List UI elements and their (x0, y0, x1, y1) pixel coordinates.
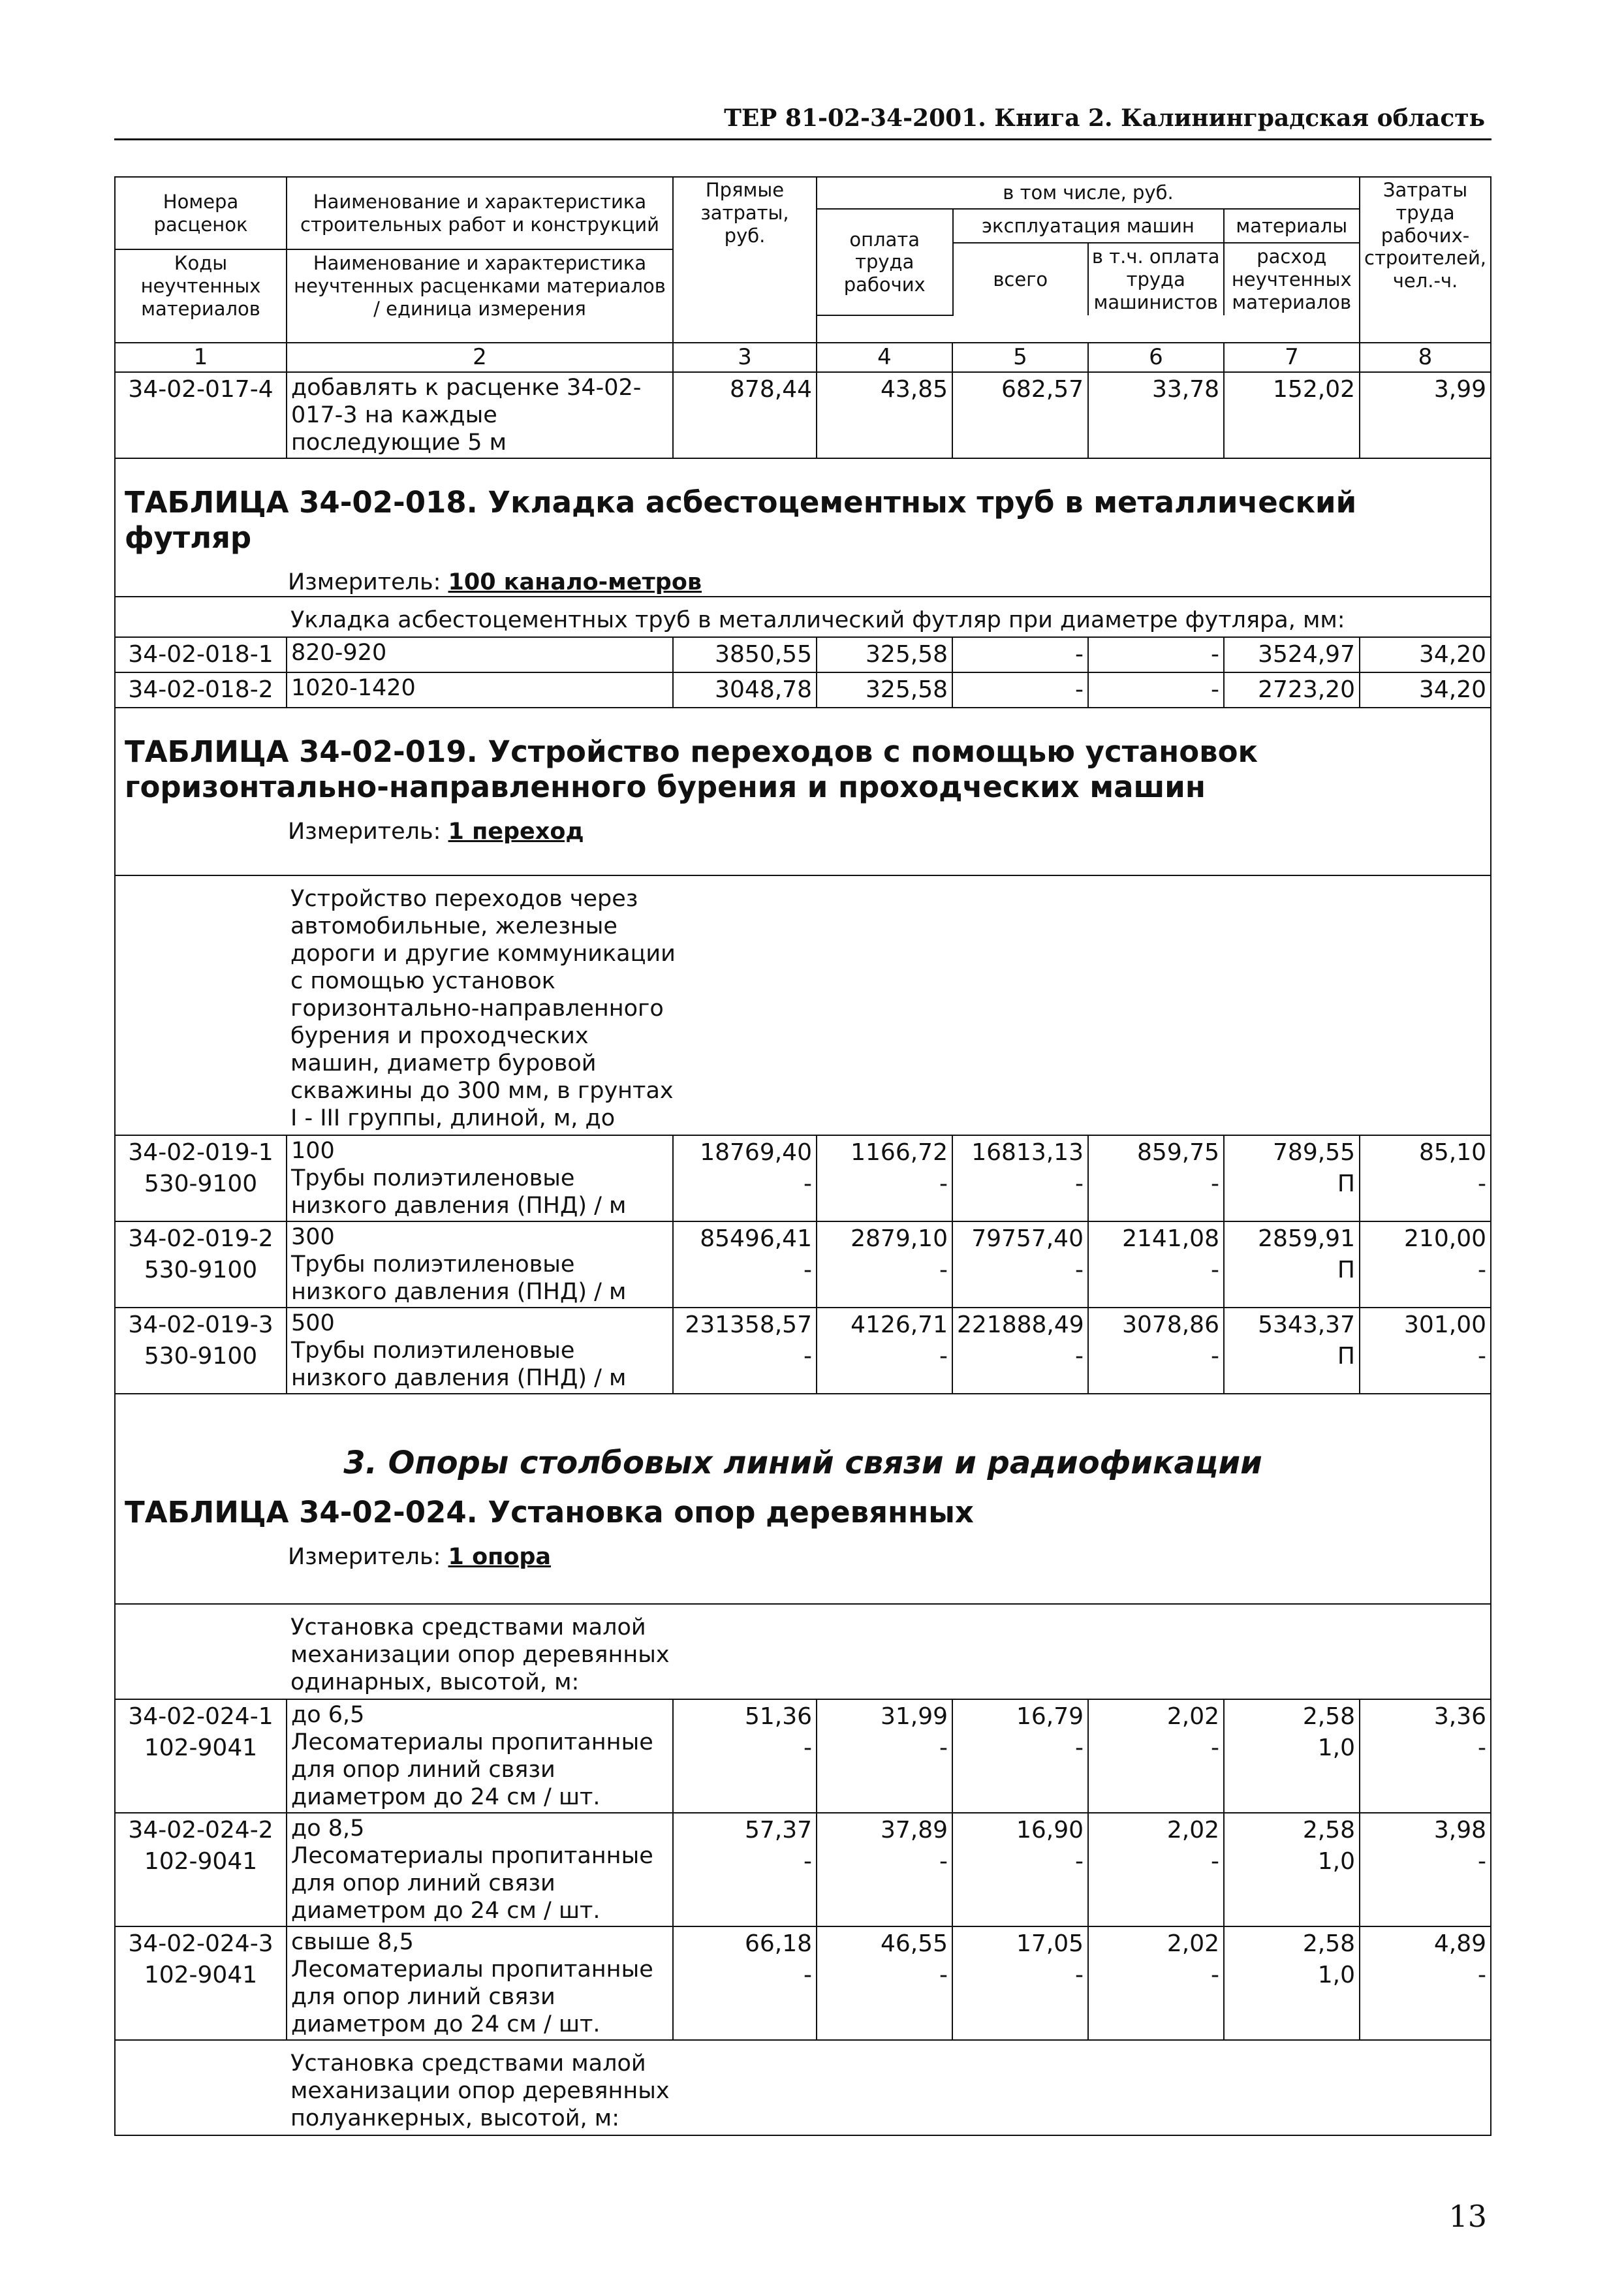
col-machines-total: всего (953, 243, 1089, 315)
material-name: Трубы полиэтиленовые низкого давления (ПНД) / м (291, 1251, 627, 1305)
machines-total: 682,57 (952, 372, 1088, 458)
rate-name: 820-920 (287, 637, 673, 672)
machines-total: 16,79 - (952, 1699, 1088, 1813)
material-name: Трубы полиэтиленовые низкого давления (ПНД) / м (291, 1165, 627, 1219)
rate-code: 34-02-024-2 102-9041 (115, 1813, 287, 1926)
labor-wage: 2879,10 - (817, 1221, 952, 1308)
labor-hours: 3,99 (1360, 372, 1491, 458)
machinists-wage: 2,02 - (1088, 1926, 1224, 2040)
table-row (115, 1699, 1491, 1813)
materials-cost: 789,55 П (1224, 1135, 1360, 1221)
table-019-intro-row (115, 875, 1491, 1135)
table-024-intro2: Установка средствами малой механизации опор деревянных полуанкерных, высотой, м: (287, 2040, 1491, 2135)
materials-cost: 2,58 1,0 (1224, 1699, 1360, 1813)
table-024-intro-row (115, 1604, 1491, 1699)
materials-cost: 2859,91 П (1224, 1221, 1360, 1308)
table-018-title: ТАБЛИЦА 34-02-018. Укладка асбестоцементных труб в металлический футляр (125, 484, 1357, 555)
table-018-intro-row (115, 597, 1491, 637)
material-code: 530-9100 (144, 1256, 258, 1283)
rate-code: 34-02-018-1 (115, 637, 287, 672)
col-number: 5 (952, 343, 1088, 372)
direct-cost: 3850,55 (673, 637, 817, 672)
labor-hours: 301,00 - (1360, 1308, 1491, 1394)
labor-wage: 43,85 (817, 372, 952, 458)
labor-wage: 4126,71 - (817, 1308, 952, 1394)
labor-hours: 3,36 - (1360, 1699, 1491, 1813)
rate-name: 1020-1420 (287, 672, 673, 708)
table-019-measure (288, 819, 1481, 845)
machinists-wage: 859,75 - (1088, 1135, 1224, 1221)
table-024-title: ТАБЛИЦА 34-02-024. Установка опор деревянных (125, 1495, 974, 1530)
col-code-top: Номера расценок (116, 178, 286, 249)
rate-name: свыше 8,5 Лесоматериалы пропитанные для опор линий связи диаметром до 24 см / шт. (287, 1926, 673, 2040)
measure-label: Измеритель: (288, 1544, 441, 1571)
rate-code: 34-02-019-3 530-9100 (115, 1308, 287, 1394)
section-title: 3. Опоры столбовых линий связи и радиофикации (343, 1444, 1262, 1481)
col-direct-costs: Прямые затраты, руб. (673, 177, 817, 343)
table-row (115, 1813, 1491, 1926)
table-024-measure (288, 1545, 1481, 1571)
machines-total: - (952, 637, 1088, 672)
col-name-header (287, 177, 673, 343)
header-title: ТЕР 81-02-34-2001. Книга 2. Калининградская область (724, 104, 1485, 132)
direct-cost: 3048,78 (673, 672, 817, 708)
direct-cost: 18769,40 - (673, 1135, 817, 1221)
measure-value: 100 канало-метров (448, 569, 702, 595)
direct-cost: 878,44 (673, 372, 817, 458)
col-machines-group: эксплуатация машин (953, 209, 1224, 243)
labor-hours: 210,00 - (1360, 1221, 1491, 1308)
direct-cost: 51,36 - (673, 1699, 817, 1813)
rate-name: 300 Трубы полиэтиленовые низкого давления (ПНД) / м (287, 1221, 673, 1308)
col-number: 8 (1360, 343, 1491, 372)
material-name: Лесоматериалы пропитанные для опор линий связи диаметром до 24 см / шт. (291, 1956, 653, 2037)
machinists-wage: 33,78 (1088, 372, 1224, 458)
col-number: 4 (817, 343, 952, 372)
table-018-title-row (115, 458, 1491, 597)
table-024-title-row (115, 1394, 1491, 1604)
table-018-intro: Укладка асбестоцементных труб в металлический футляр при диаметре футляра, мм: (287, 597, 1491, 637)
col-number: 7 (1224, 343, 1360, 372)
material-code: 102-9041 (144, 1734, 258, 1761)
materials-cost: 5343,37 П (1224, 1308, 1360, 1394)
rate-code: 34-02-018-2 (115, 672, 287, 708)
table-row (115, 1221, 1491, 1308)
col-labor-hours: Затраты труда рабочих-строителей, чел.-ч. (1360, 177, 1491, 343)
col-number: 6 (1088, 343, 1224, 372)
col-materials-usage: расход неучтенных материалов (1231, 245, 1352, 313)
material-code: 530-9100 (144, 1342, 258, 1370)
col-code-bottom: Коды неучтенных материалов (140, 252, 261, 320)
direct-cost: 85496,41 - (673, 1221, 817, 1308)
machines-total: 17,05 - (952, 1926, 1088, 2040)
running-header (114, 104, 1491, 140)
labor-wage: 31,99 - (817, 1699, 952, 1813)
rate-code: 34-02-024-1 102-9041 (115, 1699, 287, 1813)
col-incl-group (817, 177, 1360, 343)
machinists-wage: 2141,08 - (1088, 1221, 1224, 1308)
col-name-bottom: Наименование и характеристика неучтенных расценками материалов / единица измерения (294, 252, 666, 320)
direct-cost: 57,37 - (673, 1813, 817, 1926)
rates-table (114, 176, 1491, 2136)
rate-code: 34-02-019-2 530-9100 (115, 1221, 287, 1308)
labor-wage: 1166,72 - (817, 1135, 952, 1221)
labor-wage: 325,58 (817, 672, 952, 708)
measure-label: Измеритель: (288, 818, 441, 845)
machines-total: - (952, 672, 1088, 708)
table-024-intro2-row (115, 2040, 1491, 2135)
rate-code: 34-02-024-3 102-9041 (115, 1926, 287, 2040)
table-row (115, 672, 1491, 708)
labor-wage: 325,58 (817, 637, 952, 672)
labor-hours: 3,98 - (1360, 1813, 1491, 1926)
labor-wage: 46,55 - (817, 1926, 952, 2040)
machinists-wage: 3078,86 - (1088, 1308, 1224, 1394)
rate-name: добавлять к расценке 34-02-017-3 на каждые последующие 5 м (287, 372, 673, 458)
material-name: Лесоматериалы пропитанные для опор линий связи диаметром до 24 см / шт. (291, 1729, 653, 1810)
col-number: 1 (115, 343, 287, 372)
table-024-intro: Установка средствами малой механизации опор деревянных одинарных, высотой, м: (287, 1604, 1491, 1699)
machinists-wage: 2,02 - (1088, 1699, 1224, 1813)
machinists-wage: - (1088, 672, 1224, 708)
machines-total: 16813,13 - (952, 1135, 1088, 1221)
table-019-intro: Устройство переходов через автомобильные, железные дороги и другие коммуникации с помощью установок горизонтально-направленного бурения и проходческих машин, диаметр буровой скважины до 300 мм, в грунтах I - III группы, длиной, м, до (287, 875, 1491, 1135)
column-header-row (115, 177, 1491, 343)
table-row (115, 372, 1491, 458)
material-name: Трубы полиэтиленовые низкого давления (ПНД) / м (291, 1337, 627, 1391)
labor-hours: 34,20 (1360, 637, 1491, 672)
material-name: Лесоматериалы пропитанные для опор линий связи диаметром до 24 см / шт. (291, 1842, 653, 1924)
material-code: 102-9041 (144, 1847, 258, 1875)
table-019-title-row (115, 708, 1491, 875)
table-019-title: ТАБЛИЦА 34-02-019. Устройство переходов с помощью установок горизонтально-направленного бурения и проходческих машин (125, 734, 1258, 804)
rate-name: до 8,5 Лесоматериалы пропитанные для опор линий связи диаметром до 24 см / шт. (287, 1813, 673, 1926)
rate-code: 34-02-019-1 530-9100 (115, 1135, 287, 1221)
machinists-wage: - (1088, 637, 1224, 672)
col-materials-group: материалы (1224, 209, 1360, 243)
labor-hours: 4,89 - (1360, 1926, 1491, 2040)
materials-cost: 3524,97 (1224, 637, 1360, 672)
page-number: 13 (1448, 2199, 1487, 2234)
col-code-header (115, 177, 287, 343)
labor-hours: 85,10 - (1360, 1135, 1491, 1221)
rate-name: 100 Трубы полиэтиленовые низкого давления (ПНД) / м (287, 1135, 673, 1221)
table-018-measure (288, 570, 1481, 596)
col-incl-label: в том числе, руб. (817, 178, 1359, 209)
rate-code: 34-02-017-4 (115, 372, 287, 458)
col-machinists-wage: в т.ч. оплата труда машинистов (1088, 243, 1224, 315)
materials-cost: 2723,20 (1224, 672, 1360, 708)
measure-value: 1 переход (448, 818, 584, 845)
machines-total: 221888,49 - (952, 1308, 1088, 1394)
material-code: 102-9041 (144, 1961, 258, 1988)
table-row (115, 1135, 1491, 1221)
col-number: 3 (673, 343, 817, 372)
machines-total: 79757,40 - (952, 1221, 1088, 1308)
table-row (115, 1926, 1491, 2040)
col-number: 2 (287, 343, 673, 372)
direct-cost: 231358,57 - (673, 1308, 817, 1394)
measure-label: Измеритель: (288, 569, 441, 595)
materials-cost: 2,58 1,0 (1224, 1926, 1360, 2040)
materials-cost: 2,58 1,0 (1224, 1813, 1360, 1926)
machines-total: 16,90 - (952, 1813, 1088, 1926)
rate-name: до 6,5 Лесоматериалы пропитанные для опор линий связи диаметром до 24 см / шт. (287, 1699, 673, 1813)
table-row (115, 637, 1491, 672)
labor-hours: 34,20 (1360, 672, 1491, 708)
labor-wage: 37,89 - (817, 1813, 952, 1926)
col-labor-wage: оплата труда рабочих (817, 209, 953, 315)
col-name-top: Наименование и характеристика строительных работ и конструкций (287, 178, 672, 249)
materials-cost: 152,02 (1224, 372, 1360, 458)
direct-cost: 66,18 - (673, 1926, 817, 2040)
column-number-row (115, 343, 1491, 372)
rate-name: 500 Трубы полиэтиленовые низкого давления (ПНД) / м (287, 1308, 673, 1394)
measure-value: 1 опора (448, 1544, 552, 1571)
table-row (115, 1308, 1491, 1394)
material-code: 530-9100 (144, 1170, 258, 1197)
machinists-wage: 2,02 - (1088, 1813, 1224, 1926)
